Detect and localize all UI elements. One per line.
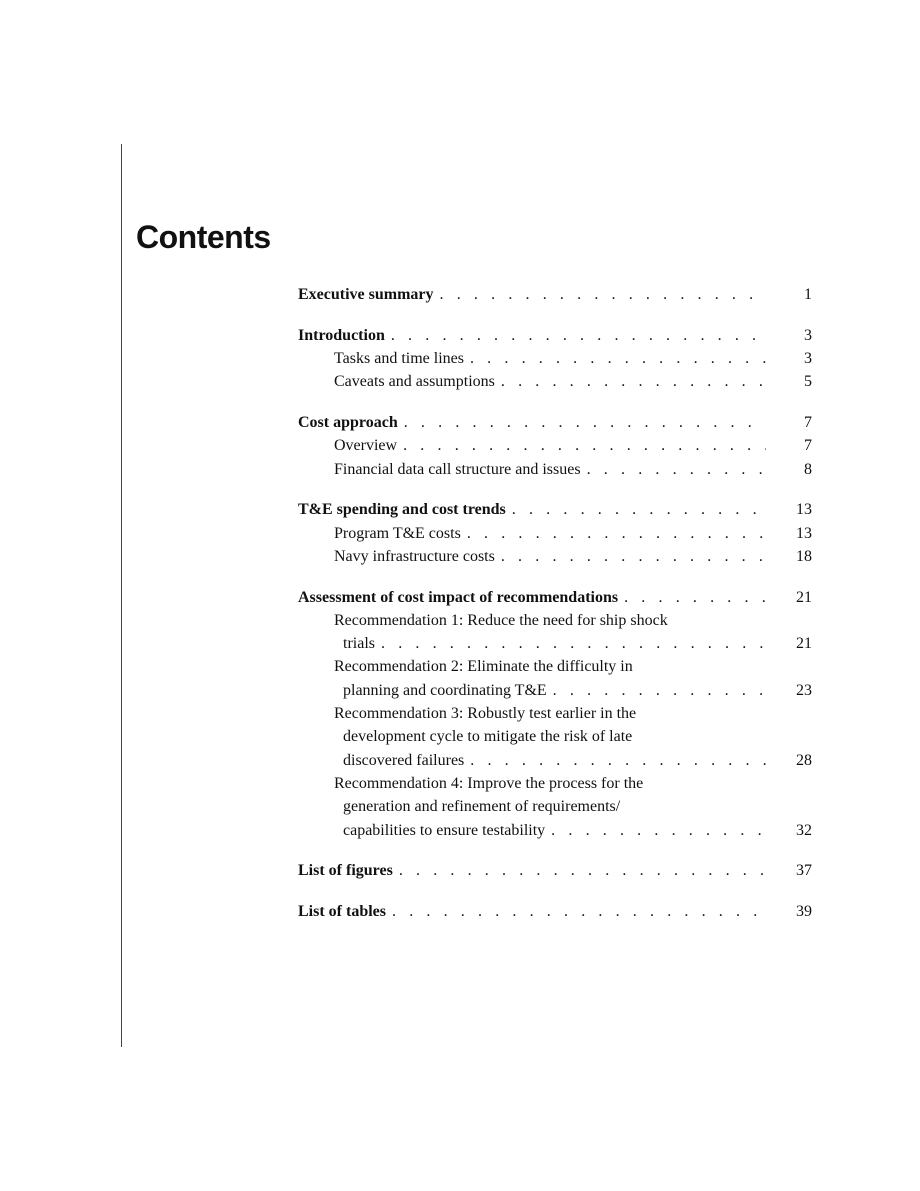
margin-rule [121,144,122,1047]
toc-entry-title: Executive summary [298,286,434,303]
toc-entry-title: planning and coordinating T&E [343,681,547,699]
toc-section-entry[interactable] [298,586,812,609]
page-number: 8 [804,460,812,478]
toc-subsection-entry[interactable] [298,702,812,725]
toc-subsection-continuation[interactable] [298,679,812,702]
toc-entry-title: Caveats and assumptions [334,373,495,391]
page-number: 13 [796,524,812,542]
toc-entry-title: capabilities to ensure testability [343,821,546,839]
dot-leader [399,859,766,882]
toc-entry-title: Program T&E costs [334,524,461,542]
toc-entry-title: Assessment of cost impact of recommendations [298,588,619,606]
toc-subsection-entry[interactable] [298,655,812,678]
toc-entry-title: Cost approach [298,413,398,431]
toc-entry-title: List of tables [298,902,386,920]
dot-leader [392,900,766,923]
toc-section [298,324,812,394]
page-number: 3 [804,326,812,344]
page-number: 21 [796,635,812,653]
toc-subsection-continuation[interactable] [298,725,812,748]
dot-leader [512,498,766,521]
toc-entry-title: discovered failures [343,751,465,769]
toc-section [298,498,812,568]
toc-subsection-entry[interactable] [298,347,812,370]
toc-subsection-continuation[interactable] [298,749,812,772]
dot-leader [501,545,766,568]
page-number: 32 [796,821,812,839]
toc-entry-title: Navy infrastructure costs [334,547,495,565]
dot-leader [551,819,766,842]
toc-entry-title: trials [343,635,375,653]
toc-section [298,411,812,481]
toc-entry-title: Financial data call structure and issues [334,460,581,478]
toc-section-entry[interactable] [298,900,812,923]
toc-entry-title: Recommendation 4: Improve the process for the [334,774,644,792]
toc-section-entry[interactable] [298,859,812,882]
page-number: 13 [796,501,812,519]
page-number: 1 [804,286,812,303]
page-number: 21 [796,588,812,606]
dot-leader [501,370,766,393]
toc-section-entry[interactable] [298,498,812,521]
dot-leader [440,283,766,306]
dot-leader [587,458,766,481]
page-number: 18 [796,547,812,565]
toc-entry-title: Overview [334,437,398,455]
toc-subsection-entry[interactable] [298,434,812,457]
dot-leader [553,679,766,702]
page-number: 7 [804,413,812,431]
toc-section-entry[interactable] [298,411,812,434]
dot-leader [391,324,766,347]
toc-section [298,859,812,882]
toc-subsection-entry[interactable] [298,609,812,632]
dot-leader [624,586,766,609]
page-title: Contents [136,219,271,255]
page-number: 39 [796,902,812,920]
page-number: 23 [796,681,812,699]
page-number: 37 [796,862,812,880]
toc-entry-title: Introduction [298,326,385,344]
toc-entry-title: generation and refinement of requirements/ [343,798,621,816]
toc-subsection-entry[interactable] [298,545,812,568]
toc-section-entry[interactable] [298,283,812,306]
dot-leader [470,347,766,370]
page-number: 3 [804,349,812,367]
toc-entry-title: T&E spending and cost trends [298,501,506,519]
toc-subsection-entry[interactable] [298,772,812,795]
page-number: 5 [804,373,812,391]
toc-entry-title: Recommendation 3: Robustly test earlier in the [334,705,637,723]
dot-leader [403,434,766,457]
toc-subsection-entry[interactable] [298,370,812,393]
toc-subsection-entry[interactable] [298,522,812,545]
toc-section [298,283,812,306]
toc-entry-title: Recommendation 1: Reduce the need for ship shock [334,611,668,629]
toc-subsection-entry[interactable] [298,458,812,481]
toc-entry-title: List of figures [298,862,393,880]
dot-leader [470,749,766,772]
toc-subsection-continuation[interactable] [298,795,812,818]
dot-leader [404,411,766,434]
dot-leader [467,522,766,545]
toc-section [298,586,812,842]
toc-entry-title: Recommendation 2: Eliminate the difficulty in [334,658,633,676]
page-number: 28 [796,751,812,769]
toc-entry-title: Tasks and time lines [334,349,464,367]
table-of-contents [298,283,812,941]
toc-section [298,900,812,923]
toc-subsection-continuation[interactable] [298,632,812,655]
toc-entry-title: development cycle to mitigate the risk of late [343,728,633,746]
dot-leader [381,632,766,655]
page-number: 7 [804,437,812,455]
toc-section-entry[interactable] [298,324,812,347]
toc-subsection-continuation[interactable] [298,819,812,842]
